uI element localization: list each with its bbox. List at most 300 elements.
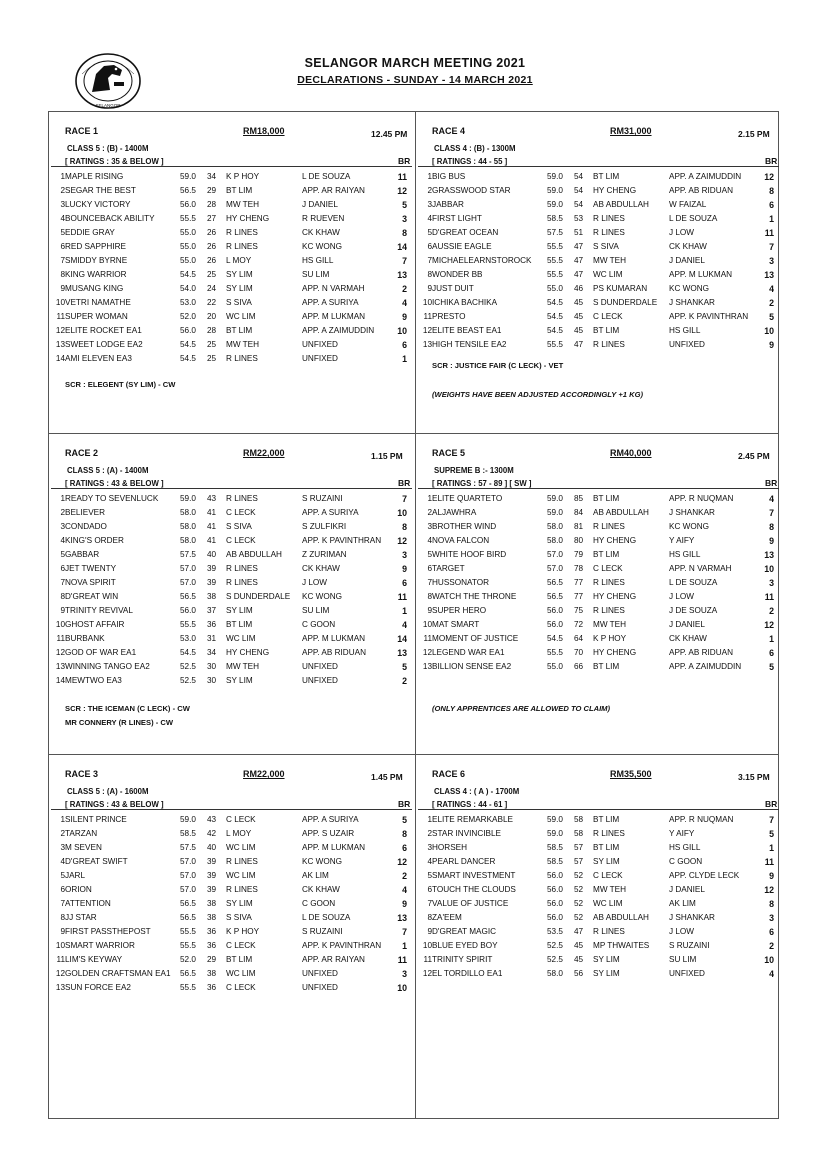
barrier: 12 xyxy=(764,885,774,895)
horse-name: AUSSIE EAGLE xyxy=(432,242,492,251)
rating: 79 xyxy=(574,550,584,559)
entry-row xyxy=(49,953,414,967)
race-note: (ONLY APPRENTICES ARE ALLOWED TO CLAIM) xyxy=(432,704,611,713)
horse-name: NOVA FALCON xyxy=(432,536,490,545)
entries-list xyxy=(49,492,414,688)
entry-row xyxy=(49,296,414,310)
entry-row xyxy=(49,492,414,506)
entry-number: 6 xyxy=(427,242,432,251)
trainer: C LECK xyxy=(226,508,256,517)
horse-name: KING WARRIOR xyxy=(65,270,127,279)
trainer: C LECK xyxy=(593,871,623,880)
entry-row xyxy=(49,869,414,883)
barrier: 11 xyxy=(764,228,774,238)
jockey: APP. S UZAIR xyxy=(302,829,355,838)
weight: 55.5 xyxy=(180,983,196,992)
weight: 55.5 xyxy=(180,214,196,223)
weight: 56.0 xyxy=(180,606,196,615)
barrier: 13 xyxy=(397,913,407,923)
entry-number: 12 xyxy=(55,648,65,657)
entry-number: 13 xyxy=(422,340,432,349)
barrier: 9 xyxy=(402,312,407,322)
trainer: R LINES xyxy=(593,578,625,587)
barrier: 14 xyxy=(397,242,407,252)
weight: 57.0 xyxy=(180,578,196,587)
barrier: 7 xyxy=(402,256,407,266)
weight: 54.5 xyxy=(547,298,563,307)
trainer: PS KUMARAN xyxy=(593,284,648,293)
trainer: BT LIM xyxy=(593,494,620,503)
barrier: 4 xyxy=(402,620,407,630)
trainer: BT LIM xyxy=(226,620,253,629)
entry-number: 8 xyxy=(427,592,432,601)
jockey: C GOON xyxy=(302,899,336,908)
barrier: 9 xyxy=(769,536,774,546)
rating: 34 xyxy=(207,172,217,181)
entry-row xyxy=(416,660,781,674)
barrier: 5 xyxy=(769,312,774,322)
barrier: 11 xyxy=(397,592,407,602)
entry-number: 7 xyxy=(427,578,432,587)
rating: 40 xyxy=(207,550,217,559)
rating: 52 xyxy=(574,871,584,880)
trainer: SY LIM xyxy=(593,955,620,964)
trainer: AB ABDULLAH xyxy=(593,913,649,922)
weight: 56.0 xyxy=(547,620,563,629)
trainer: R LINES xyxy=(226,857,258,866)
trainer: WC LIM xyxy=(593,270,623,279)
rating: 47 xyxy=(574,270,584,279)
rating: 80 xyxy=(574,536,584,545)
trainer: S SIVA xyxy=(226,913,252,922)
barrier: 6 xyxy=(402,340,407,350)
rating: 54 xyxy=(574,172,584,181)
barrier: 9 xyxy=(402,899,407,909)
trainer: S DUNDERDALE xyxy=(593,298,658,307)
header-rule xyxy=(418,809,779,810)
race-time: 1.45 PM xyxy=(371,772,403,782)
trainer: S SIVA xyxy=(593,242,619,251)
entry-row xyxy=(49,184,414,198)
race-purse: RM40,000 xyxy=(610,448,652,458)
jockey: KC WONG xyxy=(302,242,343,251)
weight: 56.0 xyxy=(180,326,196,335)
trainer: WC LIM xyxy=(593,899,623,908)
weight: 59.0 xyxy=(547,494,563,503)
entry-number: 7 xyxy=(60,578,65,587)
rating: 28 xyxy=(207,326,217,335)
rating: 30 xyxy=(207,662,217,671)
entry-number: 8 xyxy=(60,592,65,601)
jockey: KC WONG xyxy=(302,857,343,866)
race-name: RACE 6 xyxy=(432,769,466,779)
jockey: S ZULFIKRI xyxy=(302,522,347,531)
race-purse: RM31,000 xyxy=(610,126,652,136)
trainer: BT LIM xyxy=(593,815,620,824)
entry-row xyxy=(49,939,414,953)
jockey: APP. A ZAIMUDDIN xyxy=(669,662,742,671)
entry-number: 8 xyxy=(427,913,432,922)
entry-number: 4 xyxy=(427,214,432,223)
entry-row xyxy=(49,911,414,925)
jockey: AK LIM xyxy=(669,899,696,908)
race-purse: RM22,000 xyxy=(243,769,285,779)
barrier: 13 xyxy=(764,550,774,560)
weight: 58.5 xyxy=(547,843,563,852)
weight: 54.5 xyxy=(180,340,196,349)
rating: 29 xyxy=(207,955,217,964)
horse-name: SUPER WOMAN xyxy=(65,312,128,321)
trainer: R LINES xyxy=(226,494,258,503)
race-note: MR CONNERY (R LINES) - CW xyxy=(65,718,173,727)
barrier: 11 xyxy=(397,955,407,965)
horse-name: D'GREAT MAGIC xyxy=(432,927,497,936)
entry-row xyxy=(49,674,414,688)
entry-number: 11 xyxy=(56,955,65,964)
weight: 54.5 xyxy=(547,326,563,335)
barrier: 1 xyxy=(402,354,407,364)
horse-name: JARL xyxy=(65,871,86,880)
entry-number: 12 xyxy=(422,969,432,978)
entry-row xyxy=(49,310,414,324)
rating: 52 xyxy=(574,885,584,894)
club-logo xyxy=(74,52,142,110)
weight: 56.0 xyxy=(180,200,196,209)
entry-row xyxy=(416,590,781,604)
weight: 54.0 xyxy=(180,284,196,293)
horse-name: ATTENTION xyxy=(65,899,111,908)
race-block xyxy=(49,755,414,1075)
rating: 38 xyxy=(207,913,217,922)
entry-number: 9 xyxy=(60,284,65,293)
trainer: L MOY xyxy=(226,829,252,838)
entry-number: 4 xyxy=(60,857,65,866)
rating: 39 xyxy=(207,885,217,894)
trainer: HY CHENG xyxy=(226,648,270,657)
race-time: 2.45 PM xyxy=(738,451,770,461)
entry-row xyxy=(416,520,781,534)
horse-name: TOUCH THE CLOUDS xyxy=(432,885,516,894)
entry-number: 3 xyxy=(427,200,432,209)
barrier: 6 xyxy=(769,648,774,658)
entry-number: 9 xyxy=(427,284,432,293)
entry-row xyxy=(416,855,781,869)
weight: 56.0 xyxy=(547,885,563,894)
barrier: 2 xyxy=(769,606,774,616)
trainer: R LINES xyxy=(593,927,625,936)
horse-name: TARGET xyxy=(432,564,465,573)
jockey: SU LIM xyxy=(302,270,330,279)
race-ratings: [ RATINGS : 44 - 61 ] xyxy=(432,800,508,809)
entry-number: 6 xyxy=(60,564,65,573)
horse-name: WINNING TANGO EA2 xyxy=(65,662,150,671)
jockey: J DANIEL xyxy=(669,620,705,629)
weight: 53.0 xyxy=(180,634,196,643)
jockey: APP. M LUKMAN xyxy=(302,312,366,321)
race-class: CLASS 5 : (A) - 1600M xyxy=(67,787,149,796)
barrier: 3 xyxy=(402,214,407,224)
entry-number: 3 xyxy=(60,843,65,852)
entry-row xyxy=(416,869,781,883)
horse-name: HORSEH xyxy=(432,843,468,852)
weight: 55.5 xyxy=(547,648,563,657)
entry-row xyxy=(49,981,414,995)
jockey: J SHANKAR xyxy=(669,508,715,517)
trainer: K P HOY xyxy=(593,634,627,643)
barrier: 8 xyxy=(769,522,774,532)
barrier: 4 xyxy=(769,969,774,979)
horse-name: BILLION SENSE EA2 xyxy=(432,662,512,671)
weight: 52.5 xyxy=(180,662,196,671)
barrier: 10 xyxy=(397,326,407,336)
trainer: BT LIM xyxy=(226,326,253,335)
barrier: 3 xyxy=(769,913,774,923)
horse-name: EL TORDILLO EA1 xyxy=(432,969,503,978)
entry-row xyxy=(416,310,781,324)
entry-row xyxy=(49,632,414,646)
horse-name: TARZAN xyxy=(65,829,98,838)
jockey: APP. N VARMAH xyxy=(669,564,732,573)
barrier: 12 xyxy=(764,620,774,630)
entry-number: 7 xyxy=(60,899,65,908)
trainer: R LINES xyxy=(226,228,258,237)
race-ratings: [ RATINGS : 43 & BELOW ] xyxy=(65,800,164,809)
entry-number: 14 xyxy=(55,354,65,363)
barrier: 1 xyxy=(402,941,407,951)
weight: 58.5 xyxy=(180,829,196,838)
jockey: CK KHAW xyxy=(669,242,707,251)
jockey: J LOW xyxy=(669,228,695,237)
trainer: R LINES xyxy=(593,214,625,223)
horse-name: WONDER BB xyxy=(432,270,483,279)
barrier: 5 xyxy=(769,829,774,839)
entry-number: 4 xyxy=(60,536,65,545)
entry-row xyxy=(49,212,414,226)
entries-list xyxy=(49,813,414,995)
entry-row xyxy=(49,883,414,897)
jockey: UNFIXED xyxy=(669,969,705,978)
trainer: HY CHENG xyxy=(593,592,637,601)
jockey: S RUZAINI xyxy=(302,927,343,936)
horse-name: ALJAWHRA xyxy=(432,508,477,517)
entry-number: 5 xyxy=(427,228,432,237)
entry-row xyxy=(416,813,781,827)
barrier: 10 xyxy=(764,564,774,574)
entry-row xyxy=(49,618,414,632)
weight: 58.0 xyxy=(180,522,196,531)
jockey: SU LIM xyxy=(669,955,697,964)
rating: 58 xyxy=(574,815,584,824)
entry-number: 11 xyxy=(56,312,65,321)
horse-name: SWEET LODGE EA2 xyxy=(65,340,143,349)
race-purse: RM22,000 xyxy=(243,448,285,458)
entry-number: 9 xyxy=(427,606,432,615)
weight: 55.0 xyxy=(180,256,196,265)
rating: 36 xyxy=(207,620,217,629)
race-name: RACE 5 xyxy=(432,448,466,458)
entry-row xyxy=(49,520,414,534)
trainer: R LINES xyxy=(226,578,258,587)
entry-row xyxy=(49,967,414,981)
weight: 58.0 xyxy=(547,969,563,978)
trainer: BT LIM xyxy=(593,326,620,335)
horse-name: AMI ELEVEN EA3 xyxy=(65,354,132,363)
barrier: 14 xyxy=(397,634,407,644)
horse-name: WATCH THE THRONE xyxy=(432,592,517,601)
entry-row xyxy=(49,352,414,366)
trainer: S SIVA xyxy=(226,522,252,531)
entry-number: 11 xyxy=(423,634,432,643)
race-note: SCR : THE ICEMAN (C LECK) - CW xyxy=(65,704,190,713)
jockey: APP. A ZAIMUDDIN xyxy=(669,172,742,181)
entry-row xyxy=(416,604,781,618)
entry-row xyxy=(49,576,414,590)
rating: 81 xyxy=(574,522,584,531)
header-rule xyxy=(51,809,412,810)
jockey: KC WONG xyxy=(669,284,710,293)
jockey: J DANIEL xyxy=(669,885,705,894)
entry-row xyxy=(49,590,414,604)
barrier: 4 xyxy=(402,298,407,308)
trainer: C LECK xyxy=(226,941,256,950)
entry-number: 10 xyxy=(422,298,432,307)
jockey: J SHANKAR xyxy=(669,298,715,307)
entry-number: 11 xyxy=(423,312,432,321)
weight: 55.5 xyxy=(547,256,563,265)
entry-row xyxy=(49,827,414,841)
horse-name: JET TWENTY xyxy=(65,564,117,573)
entries-list xyxy=(416,492,781,674)
entry-row xyxy=(49,254,414,268)
horse-name: BLUE EYED BOY xyxy=(432,941,498,950)
trainer: WC LIM xyxy=(226,969,256,978)
weight: 58.0 xyxy=(547,536,563,545)
entry-row xyxy=(416,198,781,212)
entry-number: 2 xyxy=(427,186,432,195)
trainer: WC LIM xyxy=(226,634,256,643)
jockey: J DANIEL xyxy=(669,256,705,265)
race-name: RACE 1 xyxy=(65,126,99,136)
horse-name: ELITE QUARTETO xyxy=(432,494,503,503)
race-class: CLASS 4 : (B) - 1300M xyxy=(434,144,516,153)
header-rule xyxy=(51,488,412,489)
weight: 57.5 xyxy=(547,228,563,237)
entry-number: 3 xyxy=(60,200,65,209)
entry-row xyxy=(49,282,414,296)
jockey: UNFIXED xyxy=(302,340,338,349)
weight: 56.0 xyxy=(547,899,563,908)
rating: 39 xyxy=(207,857,217,866)
rating: 30 xyxy=(207,676,217,685)
race-class: CLASS 4 : ( A ) - 1700M xyxy=(434,787,520,796)
rating: 45 xyxy=(574,955,584,964)
trainer: SY LIM xyxy=(226,606,253,615)
weight: 56.5 xyxy=(180,969,196,978)
entry-number: 3 xyxy=(427,522,432,531)
entry-row xyxy=(416,576,781,590)
weight: 59.0 xyxy=(547,508,563,517)
horse-name: JUST DUIT xyxy=(432,284,474,293)
horse-name: D'GREAT OCEAN xyxy=(432,228,499,237)
jockey: UNFIXED xyxy=(302,354,338,363)
race-note: SCR : JUSTICE FAIR (C LECK) - VET xyxy=(432,361,564,370)
rating: 45 xyxy=(574,298,584,307)
weight: 57.0 xyxy=(547,550,563,559)
race-ratings: [ RATINGS : 44 - 55 ] xyxy=(432,157,508,166)
entry-row xyxy=(49,813,414,827)
rating: 27 xyxy=(207,214,217,223)
horse-name: GABBAR xyxy=(65,550,100,559)
horse-name: HUSSONATOR xyxy=(432,578,490,587)
jockey: S RUZAINI xyxy=(669,941,710,950)
entry-row xyxy=(49,841,414,855)
entry-number: 6 xyxy=(427,885,432,894)
trainer: WC LIM xyxy=(226,312,256,321)
horse-name: SEGAR THE BEST xyxy=(65,186,136,195)
barrier: 6 xyxy=(402,843,407,853)
barrier: 9 xyxy=(769,871,774,881)
jockey: APP. AR RAIYAN xyxy=(302,186,365,195)
race-class: SUPREME B :- 1300M xyxy=(434,466,514,475)
entry-number: 12 xyxy=(55,326,65,335)
barrier: 13 xyxy=(764,270,774,280)
entry-row xyxy=(416,492,781,506)
entry-number: 13 xyxy=(55,340,65,349)
jockey: J LOW xyxy=(669,927,695,936)
weight: 55.5 xyxy=(180,620,196,629)
jockey: R RUEVEN xyxy=(302,214,345,223)
rating: 41 xyxy=(207,508,217,517)
entry-number: 8 xyxy=(427,270,432,279)
barrier: 2 xyxy=(769,941,774,951)
race-purse: RM18,000 xyxy=(243,126,285,136)
horse-name: TRINITY REVIVAL xyxy=(65,606,133,615)
rating: 47 xyxy=(574,242,584,251)
jockey: APP. A SURIYA xyxy=(302,508,359,517)
barrier: 2 xyxy=(769,298,774,308)
horse-name: STAR INVINCIBLE xyxy=(432,829,502,838)
jockey: SU LIM xyxy=(302,606,330,615)
race-block xyxy=(416,434,781,754)
horse-name: LUCKY VICTORY xyxy=(65,200,131,209)
barrier: 5 xyxy=(402,662,407,672)
header-rule xyxy=(418,166,779,167)
barrier-header: BR xyxy=(398,478,411,488)
horse-name: JABBAR xyxy=(432,200,464,209)
rating: 26 xyxy=(207,242,217,251)
barrier-header: BR xyxy=(765,478,778,488)
entry-number: 14 xyxy=(55,676,65,685)
weight: 56.0 xyxy=(547,606,563,615)
rating: 26 xyxy=(207,256,217,265)
entry-row xyxy=(416,184,781,198)
horse-name: BOUNCEBACK ABILITY xyxy=(65,214,155,223)
horse-name: D'GREAT WIN xyxy=(65,592,119,601)
trainer: MW TEH xyxy=(593,885,627,894)
entry-row xyxy=(416,282,781,296)
rating: 25 xyxy=(207,270,217,279)
rating: 39 xyxy=(207,564,217,573)
weight: 52.5 xyxy=(547,941,563,950)
horse-name: LIM'S KEYWAY xyxy=(65,955,123,964)
weight: 59.0 xyxy=(180,172,196,181)
weight: 54.5 xyxy=(547,312,563,321)
horse-name: SMART INVESTMENT xyxy=(432,871,516,880)
entry-row xyxy=(416,827,781,841)
trainer: L MOY xyxy=(226,256,252,265)
horse-name: MAT SMART xyxy=(432,620,480,629)
horse-name: TRINITY SPIRIT xyxy=(432,955,493,964)
